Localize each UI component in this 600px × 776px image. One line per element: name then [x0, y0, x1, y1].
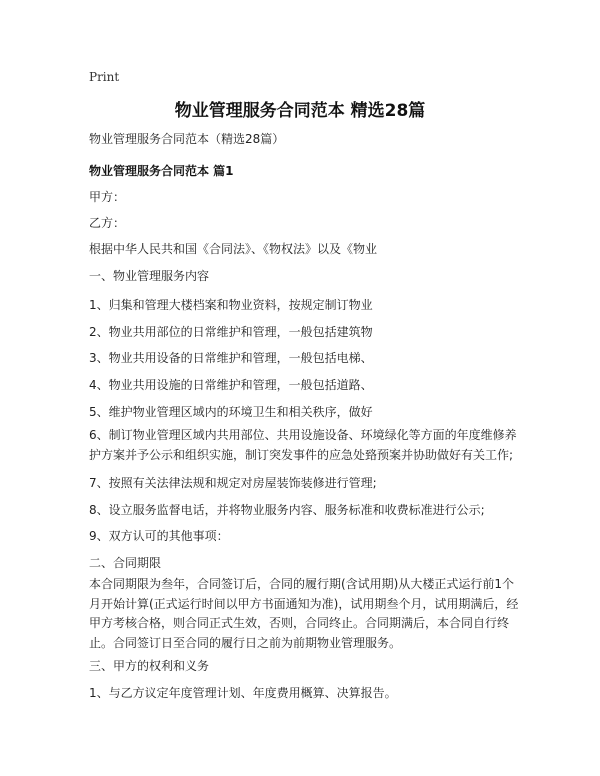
heading-service-content: 一、物业管理服务内容 — [89, 269, 210, 283]
heading-contract-term: 二、合同期限 — [89, 556, 162, 570]
contract-basis-line: 根据中华人民共和国《合同法》、《物权法》以及《物业 — [89, 242, 378, 256]
list-item: 9、双方认可的其他事项： — [89, 529, 229, 543]
list-item: 3、物业共用设备的日常维护和管理，一般包括电梯、 — [89, 351, 373, 365]
party-b-line: 乙方： — [89, 216, 126, 230]
list-item: 1、与乙方议定年度管理计划、年度费用概算、决算报告。 — [89, 686, 397, 700]
list-item: 1、归集和管理大楼档案和物业资料，按规定制订物业 — [89, 298, 373, 312]
list-item: 7、按照有关法律法规和规定对房屋装饰装修进行管理; — [89, 476, 377, 490]
document-subtitle: 物业管理服务合同范本（精选28篇） — [89, 132, 285, 146]
print-link[interactable]: Print — [89, 70, 120, 84]
contract-term-paragraph: 本合同期限为叁年，合同签订后，合同的履行期(含试用期)从大楼正式运行前1个月开始计算(正式运行时间以甲方书面通知为准)，试用期叁个月，试用期满后，经甲方考核合格，则合同正式生效，否则，合同终止。合同期满后，本合同自行终止。合同签订日至合同的履行日之前为前期物业管理服务。 — [89, 577, 519, 650]
party-a-line: 甲方： — [89, 190, 126, 204]
document-title: 物业管理服务合同范本 精选28篇 — [174, 101, 426, 121]
list-item: 4、物业共用设施的日常维护和管理，一般包括道路、 — [89, 378, 373, 392]
heading-party-a-rights: 三、甲方的权利和义务 — [89, 659, 210, 673]
list-item: 8、设立服务监督电话，并将物业服务内容、服务标准和收费标准进行公示; — [89, 503, 485, 517]
list-item: 2、物业共用部位的日常维护和管理，一般包括建筑物 — [89, 325, 373, 339]
list-item: 6、制订物业管理区域内共用部位、共用设施设备、环境绿化等方面的年度维修养护方案并予公示和组织实施，制订突发事件的应急处臵预案并协助做好有关工作; — [89, 428, 517, 462]
section-heading: 物业管理服务合同范本 篇1 — [89, 164, 234, 178]
list-item: 5、维护物业管理区域内的环境卫生和相关秩序，做好 — [89, 405, 373, 419]
